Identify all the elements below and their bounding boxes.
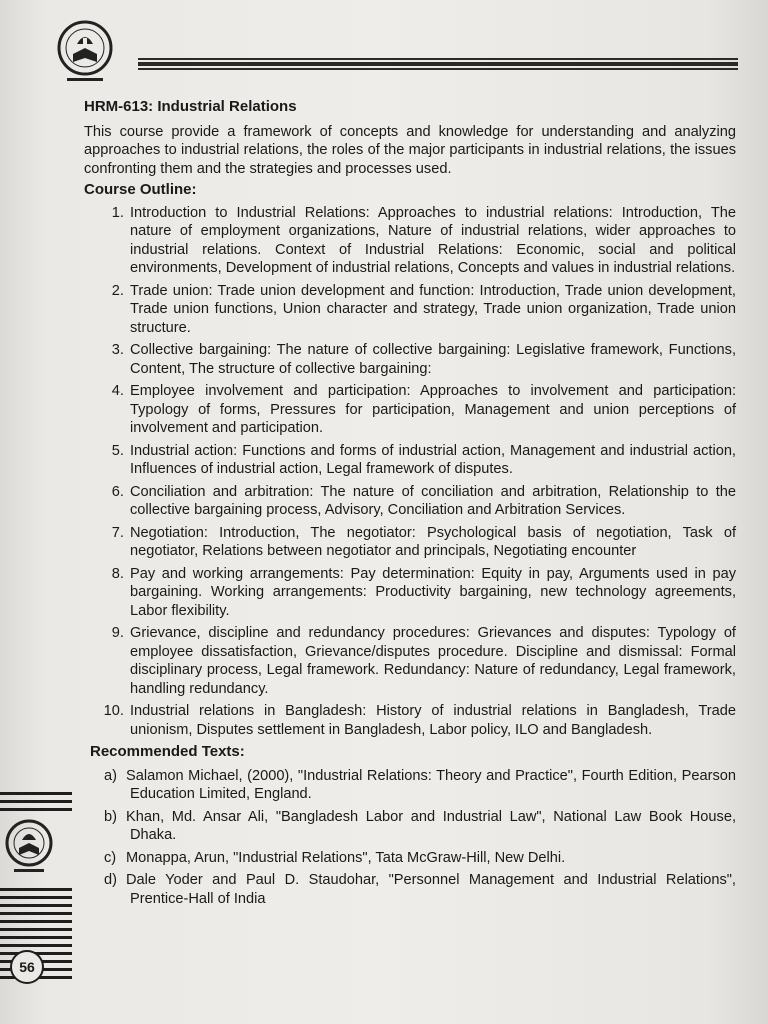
reference-text: Salamon Michael, (2000), "Industrial Relations: Theory and Practice", Fourth Edition, Pearson Education Limited, England.	[126, 767, 736, 802]
reference-label: c)	[104, 849, 117, 866]
course-title: HRM-613: Industrial Relations	[84, 98, 297, 115]
page-number: 56	[10, 950, 44, 984]
margin-rule-top	[0, 792, 72, 816]
outline-item: 6. Conciliation and arbitration: The nature of conciliation and arbitration, Relationship to the collective bargaining process, Advisory, Conciliation and Arbitration Services.	[128, 483, 736, 520]
outline-item: 5. Industrial action: Functions and forms of industrial action, Management and industrial action, Influences of industrial action, Legal framework of disputes.	[128, 442, 736, 479]
outline-item: 9. Grievance, discipline and redundancy procedures: Grievances and disputes: Typology of employee dissatisfaction, Grievance/disputes procedure. Discipline and dismissal: Formal disciplinary process, Legal framework. Redundancy: Nature of redundancy, Legal framework, handling redundancy.	[128, 624, 736, 698]
outline-item: 8. Pay and working arrangements: Pay determination: Equity in pay, Arguments used in pay bargaining. Working arrangements: Productivity bargaining, new technology agreements, Labor flexibility.	[128, 565, 736, 621]
reference-text: Khan, Md. Ansar Ali, "Bangladesh Labor and Industrial Law", National Law Book House, Dhaka.	[126, 808, 736, 843]
page-content	[84, 98, 736, 912]
outline-item: 1. Introduction to Industrial Relations: Approaches to industrial relations: Introduction, The nature of employment organizations, Nature of industrial relations, wider approaches to industrial relations. Context of Industrial Relations: Economic, social and political environments, Development of industrial relations, Concepts and values in industrial relations.	[128, 204, 736, 278]
reference-label: d)	[104, 872, 117, 888]
outline-item: 10. Industrial relations in Bangladesh: History of industrial relations in Bangladesh, Trade unionism, Disputes settlement in Bangladesh, Labor policy, ILO and Bangladesh.	[128, 702, 736, 739]
reference-text: Monappa, Arun, "Industrial Relations", Tata McGraw-Hill, New Delhi.	[126, 849, 566, 866]
university-emblem-icon	[55, 18, 115, 88]
reference-item	[104, 808, 736, 845]
reference-item	[104, 871, 736, 908]
reference-label: a)	[104, 767, 117, 784]
course-outline-list	[84, 204, 736, 740]
outline-item: 3. Collective bargaining: The nature of collective bargaining: Legislative framework, Functions, Content, The structure of collective bargaining:	[128, 341, 736, 378]
reference-item	[104, 849, 736, 868]
reference-item	[104, 767, 736, 804]
course-outline-heading: Course Outline:	[84, 181, 197, 198]
outline-item: 2. Trade union: Trade union development and function: Introduction, Trade union development, Trade union functions, Union character and strategy, Trade union organization, Trade union structure.	[128, 282, 736, 338]
university-emblem-icon	[4, 818, 54, 876]
outline-item: 7. Negotiation: Introduction, The negotiator: Psychological basis of negotiation, Task of negotiator, Relations between negotiator and principals, Negotiating encounter	[128, 524, 736, 561]
reference-text: Dale Yoder and Paul D. Staudohar, "Personnel Management and Industrial Relations", Prentice-Hall of India	[126, 872, 736, 907]
reference-label: b)	[104, 808, 117, 825]
header-rule	[138, 58, 738, 72]
course-description: This course provide a framework of concepts and knowledge for understanding and analyzing approaches to industrial relations, the roles of the major participants in industrial relations, the issues confronting them and the strategies and processes used.	[84, 123, 736, 177]
recommended-texts-list	[84, 767, 736, 909]
recommended-texts-heading: Recommended Texts:	[90, 743, 245, 760]
outline-item: 4. Employee involvement and participation: Approaches to involvement and participation: Typology of forms, Pressures for participation, Management and union perceptions of involvement and participation.	[128, 382, 736, 438]
